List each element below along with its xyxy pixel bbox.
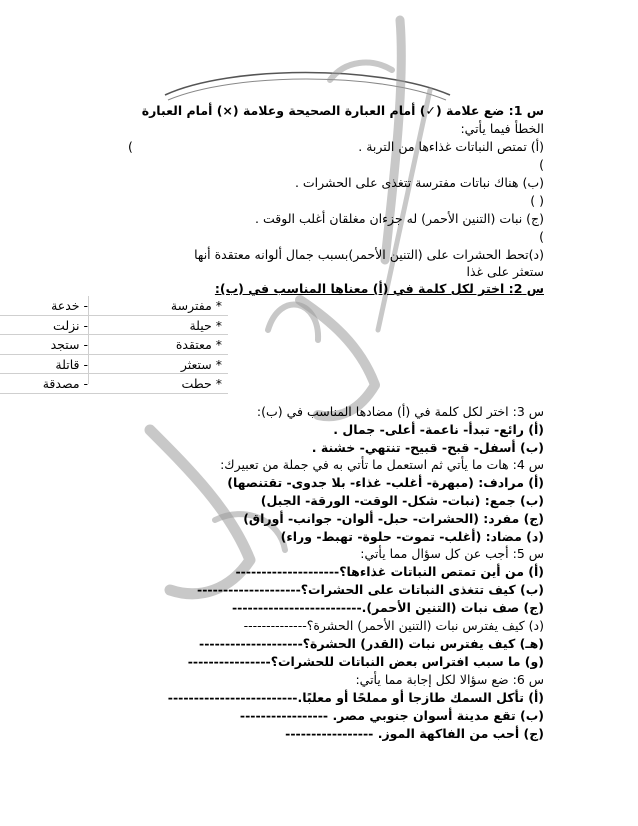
q2-table (0, 296, 228, 394)
table-row (0, 296, 228, 316)
q6-item-a: (أ) تأكل السمك طازجا أو مملحًا أو معلبًا.------------------------- (167, 690, 544, 705)
q1-item-d-cont: ستعثر على غذا (466, 264, 544, 279)
q1-item-a (0, 139, 544, 155)
q4-heading: س 4: هات ما يأتي ثم استعمل ما تأتي به في جملة من تعبيرك: (220, 457, 544, 472)
q4-item-d: (د) مضاد: (أغلب- تموت- حلوة- تهبط- وراء) (280, 529, 544, 544)
q2-word: * حيلة (189, 317, 222, 333)
q1-item-d: (د)تحط الحشرات على (التنين الأحمر)بسبب جمال ألوانه معتقدة أنها (194, 247, 544, 262)
q2-meaning: - قاتلة (55, 356, 88, 372)
q2-meaning: - ستجد (50, 337, 88, 352)
q6-item-b: (ب) تقع مدينة أسوان جنوبي مصر. ----------------- (239, 708, 544, 723)
q4-item-c: (ج) مفرد: (الحشرات- حبل- ألوان- جوانب- أوراق) (243, 511, 544, 526)
q2-word: * حطت (181, 376, 222, 391)
q5-item-d: (د) كيف يفترس نبات (التنين الأحمر) الحشرة؟-------------- (243, 618, 544, 633)
q5-heading: س 5: أجب عن كل سؤال مما يأتي: (360, 546, 544, 561)
q2-heading: س 2: اختر لكل كلمة في (أ) معناها المناسب في (ب): (214, 281, 544, 296)
q2-meaning: - مصدقة (42, 376, 88, 391)
q2-meaning: - نزلت (53, 317, 88, 333)
q1-item-b: (ب) هناك نباتات مفترسة تتغذى على الحشرات . (294, 175, 544, 190)
table-row (0, 316, 228, 336)
q6-item-c: (ج) أحب من الفاكهة الموز. ----------------- (285, 726, 544, 741)
q2-word: * ستعثر (180, 356, 222, 372)
q1-item-a-open: ( (128, 139, 133, 154)
q1-item-b-paren: ( ) (530, 193, 544, 208)
table-row (0, 355, 228, 375)
table-row (0, 335, 228, 355)
q3-item-b: (ب) أسفل- قبح- قبيح- تنتهي- خشنة . (311, 440, 544, 455)
q1-heading-text: س 1: ضع علامة (✓) أمام العبارة الصحيحة وعلامة (×) أمام العبارة (141, 103, 544, 118)
q5-item-c: (ج) صف نبات (التنين الأحمر).------------------------- (231, 600, 544, 615)
q1-item-a-text: (أ) تمتص النباتات غذاءها من التربة . (358, 139, 544, 154)
q1-heading-cont: الخطأ فيما يأتي: (460, 121, 544, 136)
q2-word: * معتقدة (175, 337, 222, 352)
q5-item-a: (أ) من أين تمتص النباتات غذاءها؟-------------------- (235, 564, 544, 579)
q5-item-b: (ب) كيف تتغذى النباتات على الحشرات؟-------------------- (197, 582, 544, 597)
q1-item-a-close: ) (539, 157, 544, 172)
q4-item-a: (أ) مرادف: (مبهرة- أغلب- غذاء- بلا جدوى- تقتنصها) (227, 475, 544, 490)
q1-item-c-paren: ) (539, 229, 544, 244)
q2-word: * مفترسة (170, 298, 222, 313)
q6-heading: س 6: ضع سؤالا لكل إجابة مما يأتي: (355, 672, 544, 687)
q3-heading: س 3: اختر لكل كلمة في (أ) مضادها المناسب في (ب): (256, 404, 544, 419)
q1-item-c: (ج) نبات (التنين الأحمر) له جزءان مغلقان أغلب الوقت . (255, 211, 544, 226)
table-row (0, 374, 228, 394)
q1-heading (0, 103, 544, 119)
q3-item-a: (أ) رائع- تبدأ- ناعمة- أعلى- جمال . (333, 422, 544, 437)
q5-item-f: (و) ما سبب افتراس بعض النباتات للحشرات؟---------------- (187, 654, 544, 669)
q5-item-e: (هـ) كيف يفترس نبات (القدر) الحشرة؟-------------------- (199, 636, 544, 651)
q2-meaning: - خدعة (51, 298, 88, 313)
q4-item-b: (ب) جمع: (نبات- شكل- الوقت- الورقة- الجبل) (260, 493, 544, 508)
